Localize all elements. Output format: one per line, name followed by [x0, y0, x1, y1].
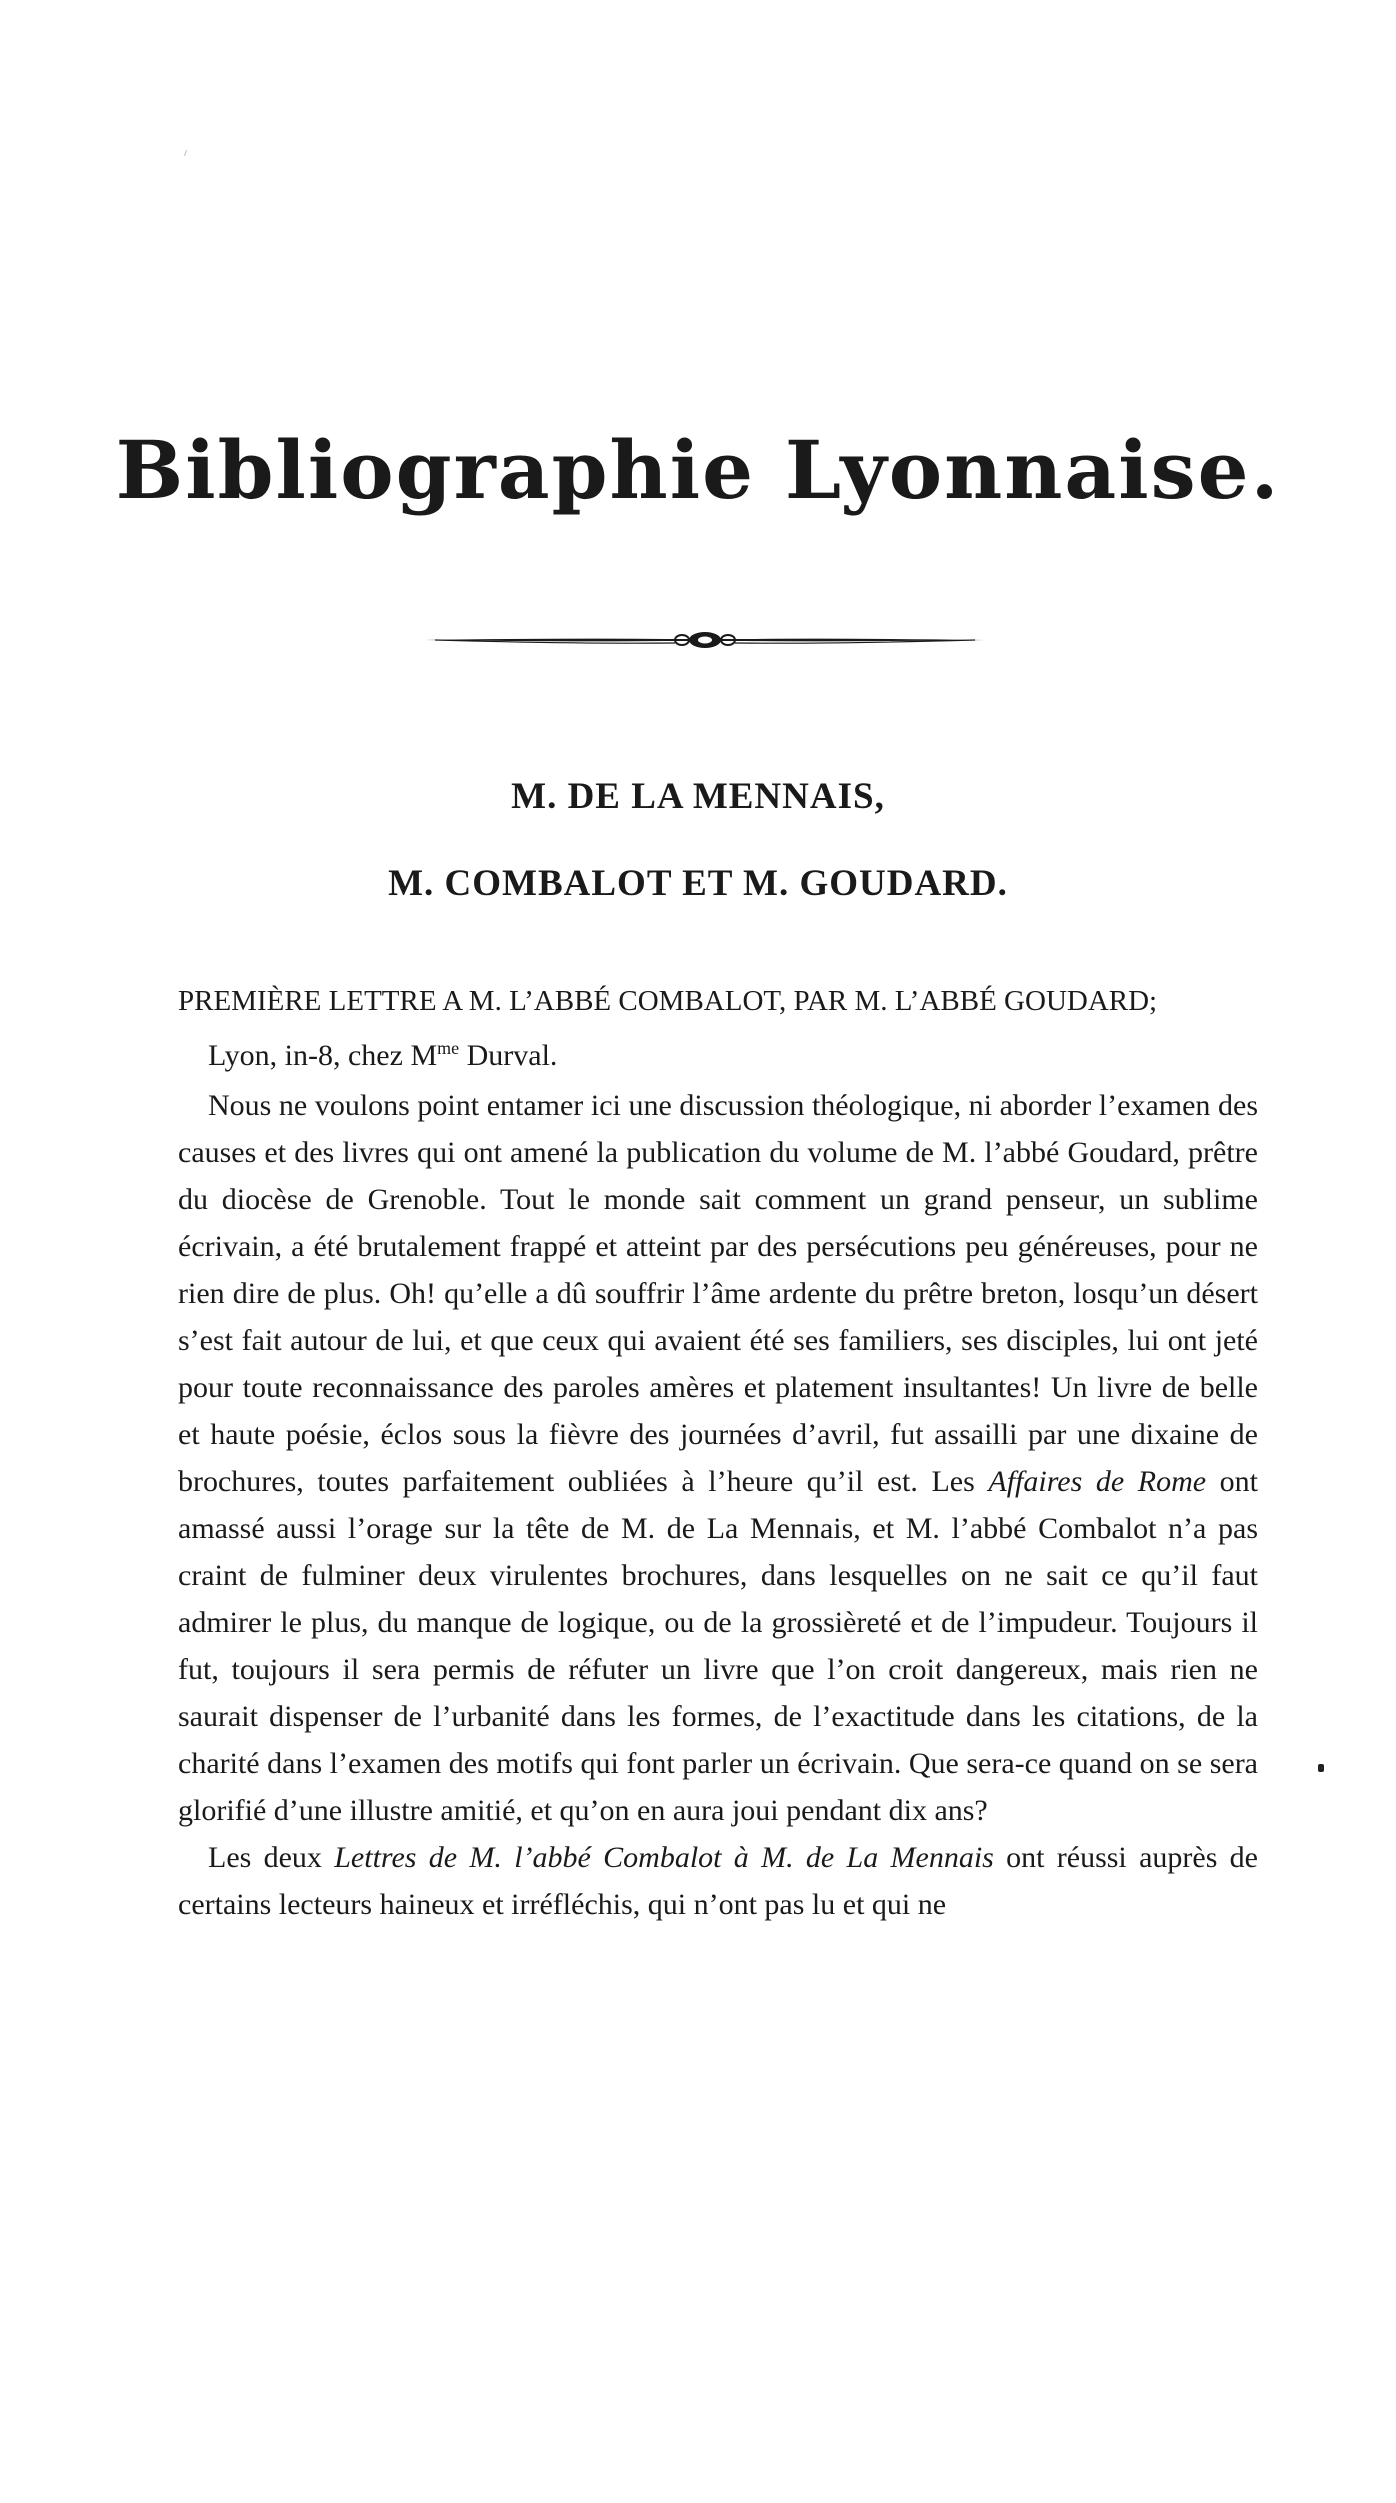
paragraph-2-text-a: Les deux: [208, 1841, 335, 1874]
paragraph-2: [178, 1834, 1258, 1928]
article-heading-line-1: M. DE LA MENNAIS,: [511, 776, 885, 817]
article-body: [178, 1082, 1258, 1928]
reference-title: PREMIÈRE LETTRE A M. L’ABBÉ COMBALOT, PAR M. L’ABBÉ GOUDARD;: [178, 985, 1158, 1017]
paper-speck: [184, 150, 187, 156]
book-reference: [178, 978, 1258, 1079]
reference-imprint-suffix: Durval.: [459, 1039, 558, 1072]
paragraph-2-text-b: ont réussi auprès de certains lecteurs haineux et irréfléchis, qui n’ont pas lu et qui ne: [178, 1841, 1258, 1921]
paragraph-1-text-b: ont amassé aussi l’orage sur la tête de M. de La Mennais, et M. l’abbé Combalot n’a pas craint de fulminer deux virulentes brochures, dans lesquelles on ne sait ce qu’il faut admirer le plus, du manque de logique, ou de la grossièreté et de l’impudeur. Toujours il fut, toujours il sera permis de réfuter un livre que l’on croit dangereux, mais rien ne saurait dispenser de l’urbanité dans les formes, de l’exactitude dans les citations, de la charité dans l’examen des motifs qui font parler un écrivain. Que sera-ce quand on se sera glorifié d’une illustre amitié, et qu’on en aura joui pendant dix ans?: [178, 1465, 1258, 1827]
paragraph-1-italic: Affaires de Rome: [988, 1465, 1207, 1498]
article-heading-line-2: M. COMBALOT ET M. GOUDARD.: [388, 863, 1008, 904]
ink-mark: [1318, 1764, 1324, 1772]
reference-imprint-prefix: Lyon, in-8, chez M: [208, 1039, 438, 1072]
paragraph-1: [178, 1082, 1258, 1834]
ornament-divider-icon: [425, 625, 985, 655]
reference-imprint-superscript: me: [437, 1038, 460, 1058]
paragraph-2-italic: Lettres de M. l’abbé Combalot à M. de La Mennais: [334, 1841, 994, 1874]
paragraph-1-text-a: Nous ne voulons point entamer ici une discussion théologique, ni aborder l’examen des causes et des livres qui ont amené la publication du volume de M. l’abbé Goudard, prêtre du diocèse de Grenoble. Tout le monde sait comment un grand penseur, un sublime écrivain, a été brutalement frappé et atteint par des persécutions peu généreuses, pour ne rien dire de plus. Oh! qu’elle a dû souffrir l’âme ardente du prêtre breton, losqu’un désert s’est fait autour de lui, et que ceux qui avaient été ses familiers, ses disciples, lui ont jeté pour toute reconnaissance des paroles amères et platement insultantes! Un livre de belle et haute poésie, éclos sous la fièvre des journées d’avril, fut assailli par une dixaine de brochures, toutes parfaitement oubliées à l’heure qu’il est. Les: [178, 1089, 1258, 1498]
page-title: Bibliographie Lyonnaise.: [115, 423, 1281, 517]
reference-imprint: [178, 1025, 1258, 1079]
